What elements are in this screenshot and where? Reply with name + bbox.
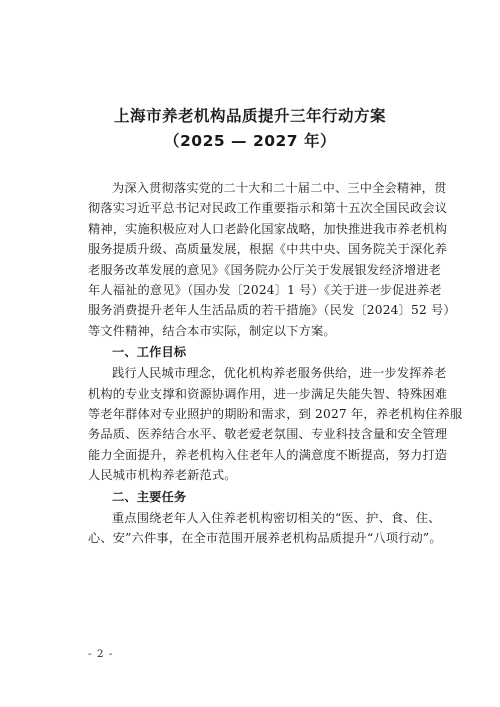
document-body — [88, 178, 463, 549]
document-subtitle: （2025 — 2027 年） — [164, 132, 336, 150]
text-line: 等老年群体对专业照护的期盼和需求，到 2027 年，养老机构住养服 — [88, 407, 463, 422]
intro-paragraph — [88, 178, 456, 341]
document-title: 上海市养老机构品质提升三年行动方案 — [113, 107, 386, 125]
text-line: 重点围绕老年人入住养老机构密切相关的“医、护、食、住、 — [112, 510, 441, 525]
text-line: 践行人民城市理念，优化机构养老服务供给，进一步发挥养老 — [112, 366, 447, 381]
text-line: 心、安”六件事，在全市范围开展养老机构品质提升“八项行动”。 — [88, 531, 442, 546]
text-line: 服务消费提升老年人生活品质的若干措施》（民发〔2024〕52 号） — [88, 303, 456, 318]
text-line: 人民城市机构养老新范式。 — [88, 468, 237, 483]
text-line: 服务提质升级、高质量发展，根据《中共中央、国务院关于深化养 — [88, 242, 448, 257]
page-number: - 2 - — [88, 648, 114, 660]
tasks-paragraph — [88, 508, 442, 549]
goals-paragraph — [88, 363, 463, 485]
text-line: 务品质、医养结合水平、敬老爱老氛围、专业科技含量和安全管理 — [88, 427, 448, 442]
text-line: 能力全面提升，养老机构入住老年人的满意度不断提高，努力打造 — [88, 447, 448, 462]
section-heading-goals: 一、工作目标 — [112, 345, 187, 360]
text-line: 年人福祉的意见》（国办发〔2024〕1 号）《关于进一步促进养老 — [88, 283, 442, 298]
text-line: 为深入贯彻落实党的二十大和二十届二中、三中全会精神，贯 — [112, 181, 447, 195]
text-line: 彻落实习近平总书记对民政工作重要指示和第十五次全国民政会议 — [88, 201, 448, 216]
text-line: 机构的专业支撑和资源协调作用，进一步满足失能失智、特殊困难 — [88, 386, 448, 401]
text-line: 老服务改革发展的意见》《国务院办公厅关于发展银发经济增进老 — [88, 262, 442, 277]
text-line: 等文件精神，结合本市实际，制定以下方案。 — [88, 323, 336, 338]
section-heading-tasks: 二、主要任务 — [112, 489, 187, 504]
text-line: 精神，实施积极应对人口老龄化国家战略，加快推进我市养老机构 — [88, 221, 448, 236]
